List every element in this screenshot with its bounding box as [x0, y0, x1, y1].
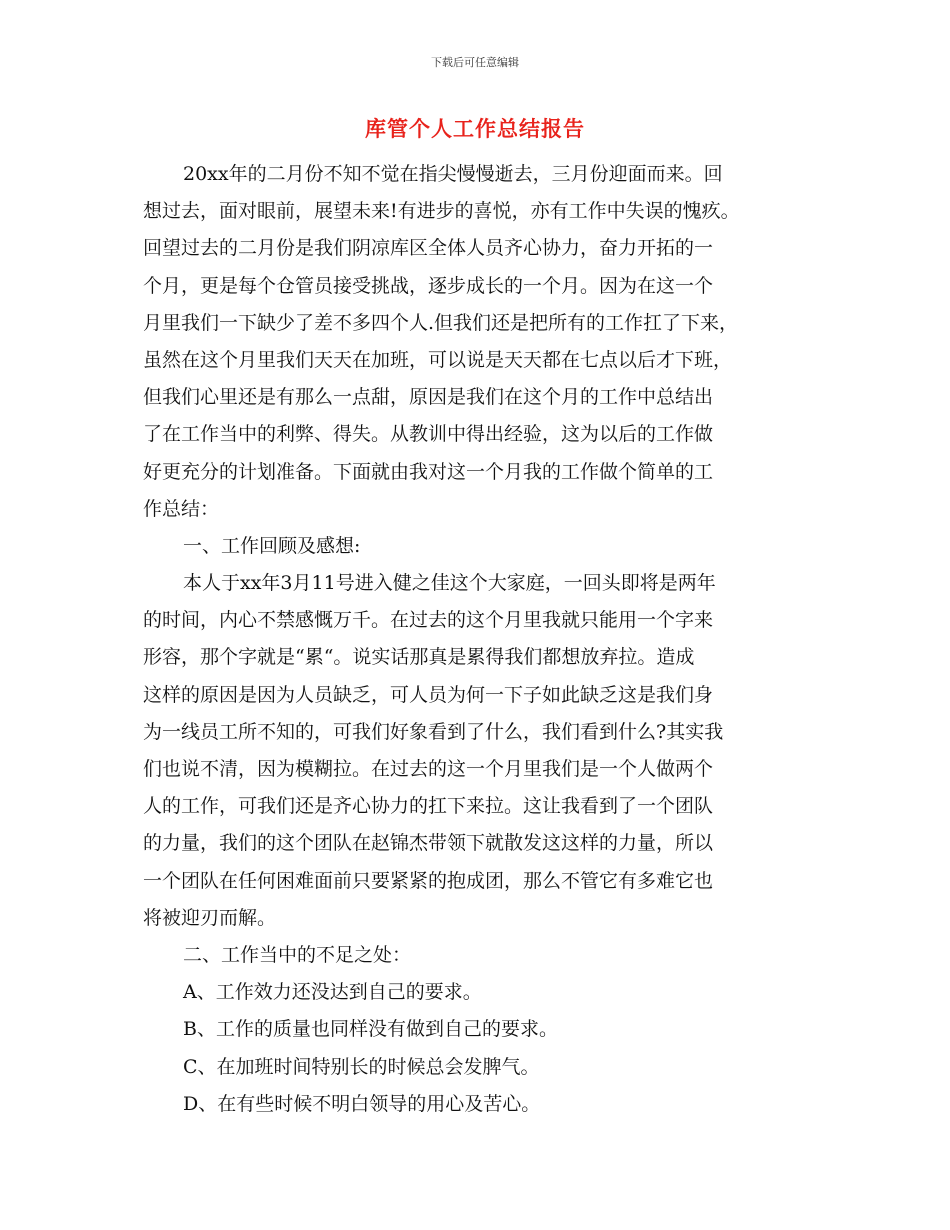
body-line: 将被迎刃而解。	[143, 906, 277, 929]
body-line: D、在有些时候不明白领导的用心及苦心。	[183, 1092, 541, 1115]
body-line: C、在加班时间特别长的时候总会发脾气。	[183, 1055, 540, 1078]
body-line: 一、工作回顾及感想:	[183, 534, 361, 557]
body-line: 回望过去的二月份是我们阴凉库区全体人员齐心协力，奋力开拓的一	[143, 237, 714, 260]
document-body	[143, 156, 813, 1123]
body-line: 们也说不清，因为模糊拉。在过去的这一个月里我们是一个人做两个	[143, 758, 714, 780]
body-line: 人的工作，可我们还是齐心协力的扛下来拉。这让我看到了一个团队	[143, 795, 714, 818]
body-line: 虽然在这个月里我们天天在加班，可以说是天天都在七点以后才下班，	[143, 348, 733, 371]
body-line: 但我们心里还是有那么一点甜，原因是我们在这个月的工作中总结出	[143, 386, 714, 409]
body-line: 的力量，我们的这个团队在赵锦杰带领下就散发这这样的力量，所以	[143, 832, 714, 855]
body-line: 想过去，面对眼前，展望未来!有进步的喜悦，亦有工作中失误的愧疚。	[143, 200, 740, 223]
header-note: 下载后可任意编辑	[431, 56, 519, 69]
body-line: 20xx年的二月份不知不觉在指尖慢慢逝去，三月份迎面而来。回	[183, 163, 723, 185]
body-line: 个月，更是每个仓管员接受挑战，逐步成长的一个月。因为在这一个	[143, 274, 714, 297]
body-line: A、工作效力还没达到自己的要求。	[183, 981, 482, 1004]
body-line: 作总结：	[143, 497, 220, 520]
body-line: B、工作的质量也同样没有做到自己的要求。	[183, 1018, 558, 1041]
body-line: 为一线员工所不知的，可我们好象看到了什么，我们看到什么?其实我	[143, 720, 724, 743]
body-line: 了在工作当中的利弊、得失。从教训中得出经验，这为以后的工作做	[143, 423, 714, 446]
body-line: 好更充分的计划准备。下面就由我对这一个月我的工作做个简单的工	[143, 460, 714, 483]
body-line: 这样的原因是因为人员缺乏，可人员为何一下子如此缺乏这是我们身	[143, 683, 714, 706]
document-title: 库管个人工作总结报告	[365, 116, 585, 141]
body-line: 一个团队在任何困难面前只要紧紧的抱成团，那么不管它有多难它也	[143, 869, 714, 892]
body-line: 本人于xx年3月11号进入健之佳这个大家庭，一回头即将是两年	[183, 572, 716, 595]
body-line: 形容，那个字就是“累“。说实话那真是累得我们都想放弃拉。造成	[143, 646, 695, 669]
body-line: 二、工作当中的不足之处：	[183, 943, 412, 966]
body-line: 月里我们一下缺少了差不多四个人.但我们还是把所有的工作扛了下来，	[143, 311, 739, 334]
body-line: 的时间，内心不禁感慨万千。在过去的这个月里我就只能用一个字来	[143, 609, 714, 632]
